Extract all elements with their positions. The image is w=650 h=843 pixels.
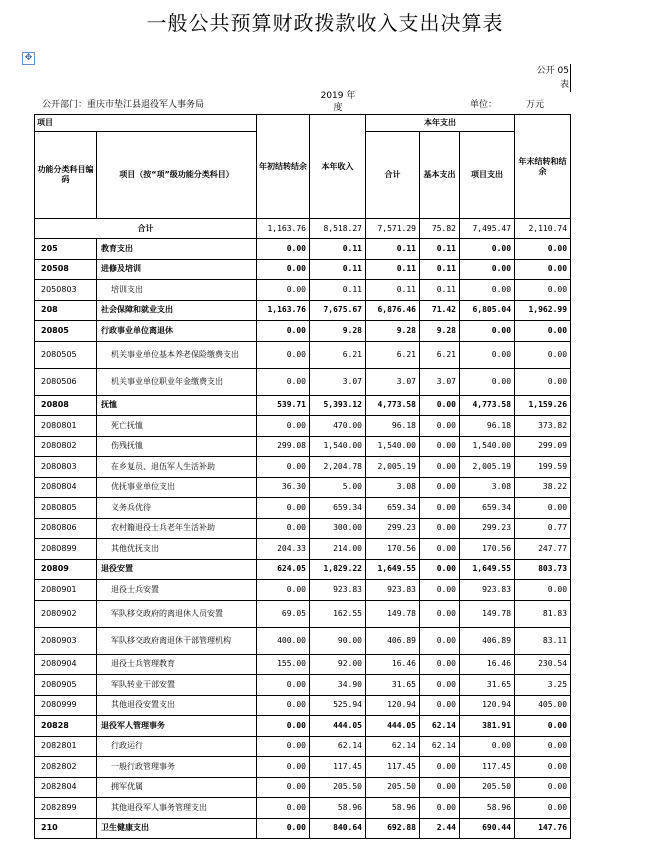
row-basic: 2.44 [420, 818, 460, 839]
row-code: 20808 [35, 395, 97, 416]
row-basic: 62.14 [420, 716, 460, 737]
row-basic: 0.00 [420, 539, 460, 560]
row-project: 381.91 [460, 716, 515, 737]
header-project: 项目支出 [460, 132, 515, 219]
table-row [35, 559, 571, 580]
row-code: 2080803 [35, 457, 97, 478]
row-name: 抚恤 [97, 395, 257, 416]
table-row [35, 280, 571, 301]
row-total: 149.78 [366, 600, 420, 627]
row-basic: 0.00 [420, 395, 460, 416]
row-total: 9.28 [366, 321, 420, 342]
row-total: 6,876.46 [366, 300, 420, 321]
row-end: 0.77 [515, 518, 571, 539]
row-begin: 0.00 [257, 777, 310, 798]
row-code: 2080505 [35, 341, 97, 368]
row-project: 3.08 [460, 477, 515, 498]
row-project: 16.46 [460, 654, 515, 675]
row-end: 0.00 [515, 736, 571, 757]
row-code: 210 [35, 818, 97, 839]
row-begin: 0.00 [257, 716, 310, 737]
row-project: 120.94 [460, 695, 515, 716]
table-row [35, 580, 571, 601]
unit-value: 万元 [526, 100, 545, 110]
total-end: 2,110.74 [515, 219, 571, 239]
row-code: 2080506 [35, 368, 97, 395]
row-begin: 0.00 [257, 239, 310, 260]
row-income: 62.14 [310, 736, 366, 757]
header-row-1 [35, 115, 571, 132]
row-total: 1,540.00 [366, 436, 420, 457]
table-row [35, 627, 571, 654]
row-basic: 0.00 [420, 498, 460, 519]
document-title: 一般公共预算财政拨款收入支出决算表 [146, 11, 504, 35]
row-income: 444.05 [310, 716, 366, 737]
row-total: 299.23 [366, 518, 420, 539]
table-row [35, 457, 571, 478]
row-end: 0.00 [515, 259, 571, 280]
row-basic: 0.00 [420, 627, 460, 654]
row-name: 行政事业单位离退休 [97, 321, 257, 342]
row-basic: 0.00 [420, 518, 460, 539]
row-name: 机关事业单位职业年金缴费支出 [97, 368, 257, 395]
row-begin: 0.00 [257, 518, 310, 539]
row-end: 0.00 [515, 321, 571, 342]
row-code: 2080901 [35, 580, 97, 601]
row-project: 149.78 [460, 600, 515, 627]
row-project: 923.83 [460, 580, 515, 601]
divider [570, 64, 571, 92]
row-project: 1,540.00 [460, 436, 515, 457]
header-func-code: 功能分类科目编码 [35, 132, 97, 219]
row-total: 4,773.58 [366, 395, 420, 416]
row-begin: 0.00 [257, 368, 310, 395]
row-begin: 0.00 [257, 580, 310, 601]
row-end: 0.00 [515, 239, 571, 260]
row-project: 58.96 [460, 798, 515, 819]
row-project: 690.44 [460, 818, 515, 839]
row-code: 2082899 [35, 798, 97, 819]
row-total: 117.45 [366, 757, 420, 778]
row-project: 170.56 [460, 539, 515, 560]
row-total: 120.94 [366, 695, 420, 716]
row-income: 34.90 [310, 675, 366, 696]
row-income: 0.11 [310, 239, 366, 260]
row-end: 1,962.99 [515, 300, 571, 321]
row-income: 0.11 [310, 280, 366, 301]
row-total: 923.83 [366, 580, 420, 601]
row-total: 58.96 [366, 798, 420, 819]
row-name: 其他退役军人事务管理支出 [97, 798, 257, 819]
table-row [35, 341, 571, 368]
row-end: 0.00 [515, 368, 571, 395]
row-project: 659.34 [460, 498, 515, 519]
row-income: 525.94 [310, 695, 366, 716]
row-code: 2050803 [35, 280, 97, 301]
row-project: 2,005.19 [460, 457, 515, 478]
row-begin: 400.00 [257, 627, 310, 654]
row-end: 247.77 [515, 539, 571, 560]
row-end: 83.11 [515, 627, 571, 654]
row-project: 31.65 [460, 675, 515, 696]
table-row [35, 239, 571, 260]
row-begin: 0.00 [257, 416, 310, 437]
row-total: 406.89 [366, 627, 420, 654]
row-project: 117.45 [460, 757, 515, 778]
row-begin: 1,163.76 [257, 300, 310, 321]
header-income: 本年收入 [310, 115, 366, 219]
row-basic: 0.00 [420, 757, 460, 778]
row-total: 3.08 [366, 477, 420, 498]
row-begin: 0.00 [257, 280, 310, 301]
row-basic: 0.00 [420, 580, 460, 601]
row-project: 299.23 [460, 518, 515, 539]
row-code: 2080801 [35, 416, 97, 437]
row-basic: 0.00 [420, 654, 460, 675]
row-code: 2082804 [35, 777, 97, 798]
row-total: 170.56 [366, 539, 420, 560]
row-end: 0.00 [515, 280, 571, 301]
row-end: 3.25 [515, 675, 571, 696]
row-basic: 0.00 [420, 777, 460, 798]
row-income: 162.55 [310, 600, 366, 627]
row-income: 6.21 [310, 341, 366, 368]
row-income: 9.28 [310, 321, 366, 342]
row-total: 659.34 [366, 498, 420, 519]
table-row [35, 539, 571, 560]
row-income: 1,540.00 [310, 436, 366, 457]
row-begin: 0.00 [257, 798, 310, 819]
row-begin: 0.00 [257, 259, 310, 280]
row-project: 96.18 [460, 416, 515, 437]
row-name: 军队转业干部安置 [97, 675, 257, 696]
row-name: 拥军优属 [97, 777, 257, 798]
row-income: 3.07 [310, 368, 366, 395]
row-income: 300.00 [310, 518, 366, 539]
table-row [35, 368, 571, 395]
move-anchor-icon[interactable]: ✥ [22, 52, 35, 65]
row-name: 教育支出 [97, 239, 257, 260]
row-income: 5,393.12 [310, 395, 366, 416]
row-code: 20805 [35, 321, 97, 342]
row-project: 0.00 [460, 280, 515, 301]
row-name: 优抚事业单位支出 [97, 477, 257, 498]
row-income: 58.96 [310, 798, 366, 819]
row-basic: 71.42 [420, 300, 460, 321]
row-income: 840.64 [310, 818, 366, 839]
total-begin: 1,163.76 [257, 219, 310, 239]
row-code: 2080806 [35, 518, 97, 539]
row-end: 0.00 [515, 498, 571, 519]
row-project: 6,805.04 [460, 300, 515, 321]
row-project: 1,649.55 [460, 559, 515, 580]
total-total: 7,571.29 [366, 219, 420, 239]
row-code: 2080802 [35, 436, 97, 457]
row-basic: 0.00 [420, 600, 460, 627]
header-item-name: 项目（按“项”级功能分类科目） [97, 132, 257, 219]
row-basic: 3.07 [420, 368, 460, 395]
total-project: 7,495.47 [460, 219, 515, 239]
row-code: 2080902 [35, 600, 97, 627]
row-name: 行政运行 [97, 736, 257, 757]
total-income: 8,518.27 [310, 219, 366, 239]
row-total: 31.65 [366, 675, 420, 696]
row-income: 117.45 [310, 757, 366, 778]
table-row [35, 300, 571, 321]
row-begin: 0.00 [257, 757, 310, 778]
row-project: 0.00 [460, 239, 515, 260]
row-income: 214.00 [310, 539, 366, 560]
row-name: 义务兵优待 [97, 498, 257, 519]
table-row [35, 321, 571, 342]
row-total: 2,005.19 [366, 457, 420, 478]
table-row [35, 416, 571, 437]
row-project: 0.00 [460, 259, 515, 280]
header-total: 合计 [366, 132, 420, 219]
table-row [35, 518, 571, 539]
row-basic: 0.00 [420, 675, 460, 696]
unit-label: 单位： [470, 100, 498, 110]
row-basic: 0.11 [420, 239, 460, 260]
row-income: 659.34 [310, 498, 366, 519]
header-basic: 基本支出 [420, 132, 460, 219]
row-income: 2,204.78 [310, 457, 366, 478]
row-begin: 0.00 [257, 321, 310, 342]
row-name: 培训支出 [97, 280, 257, 301]
row-total: 1,649.55 [366, 559, 420, 580]
row-name: 机关事业单位基本养老保险缴费支出 [97, 341, 257, 368]
total-row [35, 219, 571, 239]
row-basic: 6.21 [420, 341, 460, 368]
row-name: 退役军人管理事务 [97, 716, 257, 737]
row-code: 2080804 [35, 477, 97, 498]
table-row [35, 818, 571, 839]
row-code: 20809 [35, 559, 97, 580]
row-begin: 539.71 [257, 395, 310, 416]
row-begin: 0.00 [257, 341, 310, 368]
header-item: 项目 [35, 115, 257, 132]
row-end: 0.00 [515, 777, 571, 798]
row-basic: 62.14 [420, 736, 460, 757]
row-total: 0.11 [366, 280, 420, 301]
row-name: 伤残抚恤 [97, 436, 257, 457]
table-row [35, 757, 571, 778]
row-code: 20508 [35, 259, 97, 280]
row-code: 20828 [35, 716, 97, 737]
row-income: 1,829.22 [310, 559, 366, 580]
row-end: 299.09 [515, 436, 571, 457]
row-project: 0.00 [460, 736, 515, 757]
row-income: 5.00 [310, 477, 366, 498]
row-project: 0.00 [460, 321, 515, 342]
row-total: 16.46 [366, 654, 420, 675]
row-end: 199.59 [515, 457, 571, 478]
row-end: 0.00 [515, 757, 571, 778]
header-end: 年末结转和结余 [515, 115, 571, 219]
row-name: 在乡复员、退伍军人生活补助 [97, 457, 257, 478]
row-code: 2080899 [35, 539, 97, 560]
row-end: 38.22 [515, 477, 571, 498]
table-row [35, 498, 571, 519]
row-code: 2080905 [35, 675, 97, 696]
row-begin: 36.30 [257, 477, 310, 498]
row-begin: 0.00 [257, 736, 310, 757]
row-total: 62.14 [366, 736, 420, 757]
row-begin: 69.05 [257, 600, 310, 627]
row-end: 1,159.26 [515, 395, 571, 416]
row-total: 692.88 [366, 818, 420, 839]
row-name: 退役安置 [97, 559, 257, 580]
table-row [35, 798, 571, 819]
table-row [35, 736, 571, 757]
row-name: 军队移交政府离退休干部管理机构 [97, 627, 257, 654]
row-name: 卫生健康支出 [97, 818, 257, 839]
total-label: 合计 [35, 219, 257, 239]
table-row [35, 600, 571, 627]
table-row [35, 259, 571, 280]
table-row [35, 716, 571, 737]
row-basic: 9.28 [420, 321, 460, 342]
row-end: 81.83 [515, 600, 571, 627]
table-row [35, 436, 571, 457]
row-end: 0.00 [515, 798, 571, 819]
row-code: 2080904 [35, 654, 97, 675]
row-name: 退役士兵安置 [97, 580, 257, 601]
row-name: 进修及培训 [97, 259, 257, 280]
row-begin: 0.00 [257, 498, 310, 519]
row-begin: 0.00 [257, 675, 310, 696]
row-code: 205 [35, 239, 97, 260]
row-income: 205.50 [310, 777, 366, 798]
row-total: 0.11 [366, 259, 420, 280]
row-project: 4,773.58 [460, 395, 515, 416]
row-basic: 0.00 [420, 477, 460, 498]
row-basic: 0.00 [420, 416, 460, 437]
row-begin: 155.00 [257, 654, 310, 675]
row-name: 其他优抚支出 [97, 539, 257, 560]
row-end: 230.54 [515, 654, 571, 675]
row-code: 2082801 [35, 736, 97, 757]
row-total: 3.07 [366, 368, 420, 395]
row-end: 405.00 [515, 695, 571, 716]
row-end: 147.76 [515, 818, 571, 839]
row-name: 死亡抚恤 [97, 416, 257, 437]
table-row [35, 654, 571, 675]
row-project: 0.00 [460, 341, 515, 368]
row-income: 0.11 [310, 259, 366, 280]
row-name: 农村籍退役士兵老年生活补助 [97, 518, 257, 539]
row-income: 92.00 [310, 654, 366, 675]
table-row [35, 477, 571, 498]
header-current-exp: 本年支出 [366, 115, 515, 132]
row-code: 208 [35, 300, 97, 321]
row-income: 923.83 [310, 580, 366, 601]
row-code: 2080999 [35, 695, 97, 716]
row-total: 96.18 [366, 416, 420, 437]
row-income: 470.00 [310, 416, 366, 437]
row-end: 0.00 [515, 580, 571, 601]
row-end: 373.82 [515, 416, 571, 437]
row-basic: 0.11 [420, 259, 460, 280]
row-code: 2080903 [35, 627, 97, 654]
row-basic: 0.00 [420, 559, 460, 580]
row-basic: 0.00 [420, 436, 460, 457]
row-basic: 0.00 [420, 457, 460, 478]
row-basic: 0.11 [420, 280, 460, 301]
row-begin: 624.05 [257, 559, 310, 580]
row-project: 406.89 [460, 627, 515, 654]
row-project: 0.00 [460, 368, 515, 395]
row-begin: 0.00 [257, 818, 310, 839]
row-total: 6.21 [366, 341, 420, 368]
table-row [35, 395, 571, 416]
row-project: 205.50 [460, 777, 515, 798]
department-label: 公开部门：重庆市垫江县退役军人事务局 [42, 100, 205, 110]
row-total: 205.50 [366, 777, 420, 798]
row-basic: 0.00 [420, 798, 460, 819]
row-begin: 0.00 [257, 457, 310, 478]
row-income: 7,675.67 [310, 300, 366, 321]
row-end: 803.73 [515, 559, 571, 580]
header-begin: 年初结转结余 [257, 115, 310, 219]
row-income: 90.00 [310, 627, 366, 654]
table-row [35, 675, 571, 696]
row-code: 2082802 [35, 757, 97, 778]
total-basic: 75.82 [420, 219, 460, 239]
row-end: 0.00 [515, 341, 571, 368]
budget-table [34, 114, 571, 839]
row-name: 社会保障和就业支出 [97, 300, 257, 321]
row-name: 其他退役安置支出 [97, 695, 257, 716]
row-total: 444.05 [366, 716, 420, 737]
row-begin: 204.33 [257, 539, 310, 560]
fiscal-year: 2019 年度 [320, 91, 356, 113]
row-code: 2080805 [35, 498, 97, 519]
row-begin: 0.00 [257, 695, 310, 716]
row-name: 一般行政管理事务 [97, 757, 257, 778]
row-name: 军队移交政府的离退休人员安置 [97, 600, 257, 627]
row-begin: 299.08 [257, 436, 310, 457]
table-row [35, 777, 571, 798]
row-basic: 0.00 [420, 695, 460, 716]
table-row [35, 695, 571, 716]
row-name: 退役士兵管理教育 [97, 654, 257, 675]
form-number: 公开 05 表 [536, 66, 569, 90]
row-end: 0.00 [515, 716, 571, 737]
row-total: 0.11 [366, 239, 420, 260]
